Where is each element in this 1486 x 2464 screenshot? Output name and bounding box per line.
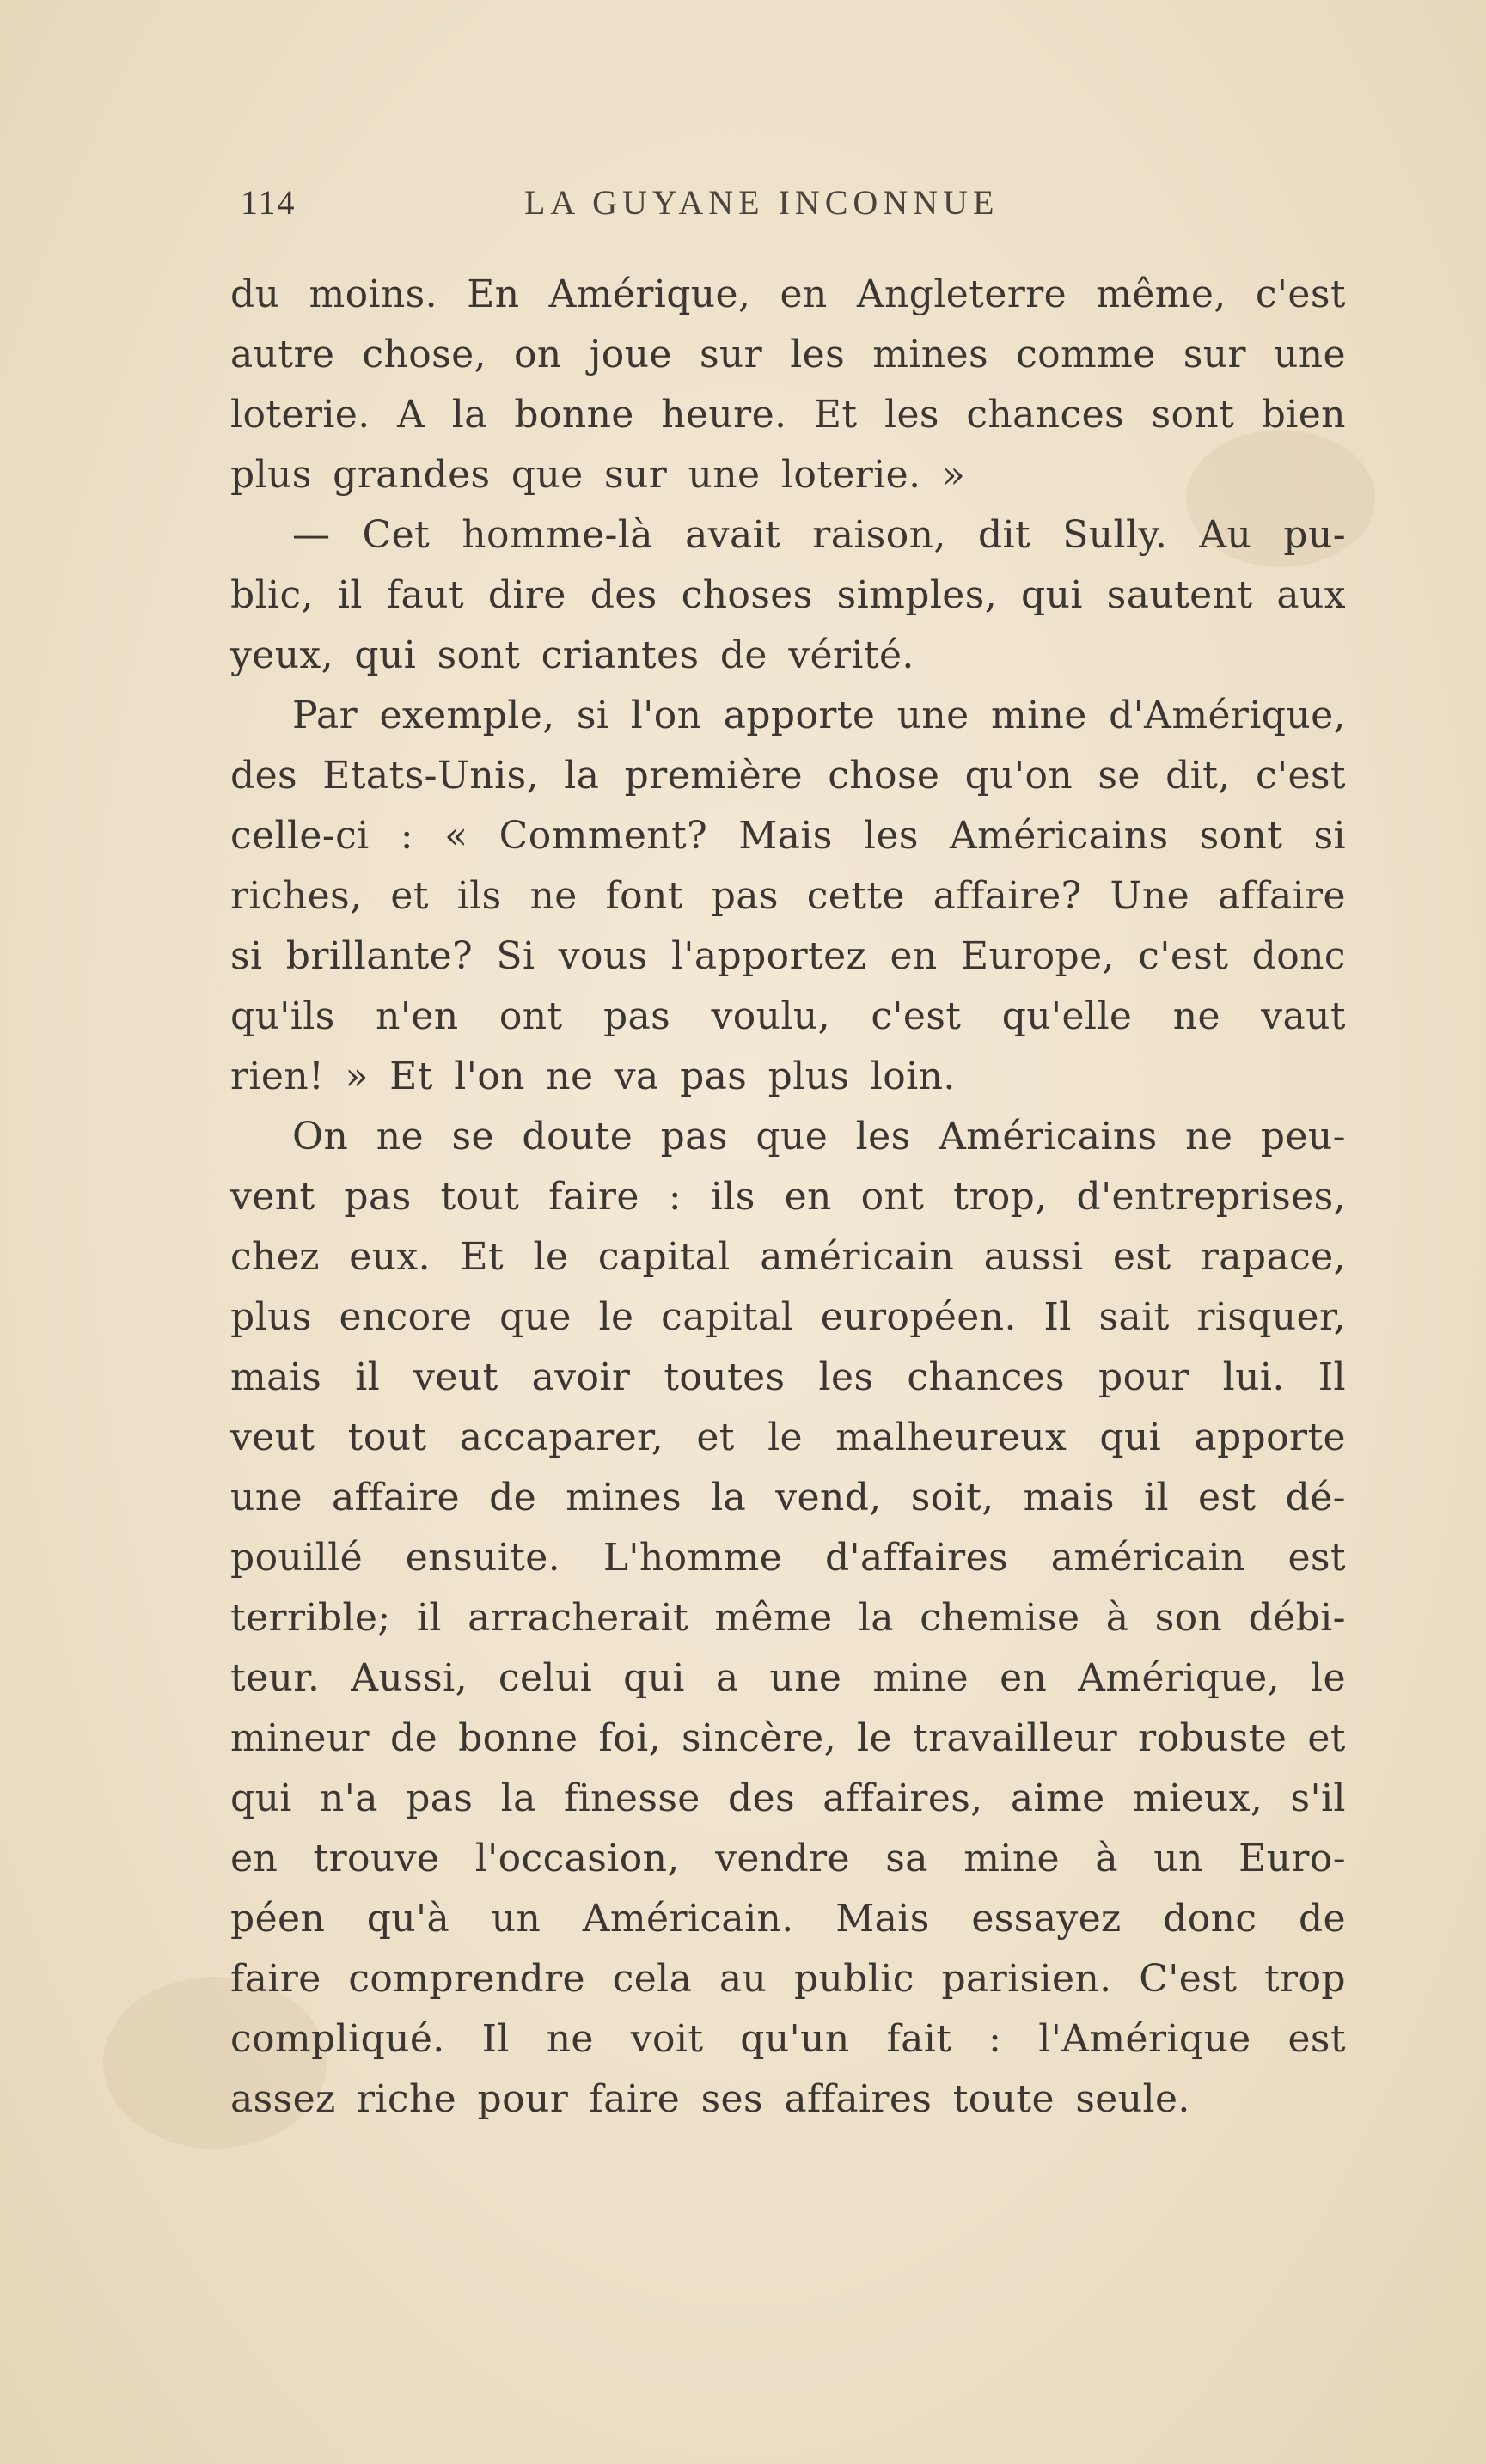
text-line: On ne se doute pas que les Américains ne peu- [292, 1115, 1346, 1159]
text-line: des Etats-Unis, la première chose qu'on se dit, c'est [230, 754, 1346, 798]
text-line: blic, il faut dire des choses simples, qui sautent aux [230, 573, 1346, 617]
text-line: celle-ci : « Comment? Mais les Américains sont si [230, 814, 1346, 858]
text-line: teur. Aussi, celui qui a une mine en Amérique, le [230, 1656, 1346, 1700]
text-line: yeux, qui sont criantes de vérité. [230, 633, 914, 677]
text-line: mineur de bonne foi, sincère, le travailleur robuste et [230, 1716, 1346, 1760]
text-line: plus grandes que sur une loterie. » [230, 453, 966, 497]
text-line: si brillante? Si vous l'apportez en Europe, c'est donc [230, 934, 1346, 978]
text-line: une affaire de mines la vend, soit, mais il est dé- [230, 1476, 1346, 1519]
text-line: qui n'a pas la finesse des affaires, aime mieux, s'il [230, 1776, 1346, 1820]
text-line: riches, et ils ne font pas cette affaire? Une affaire [230, 874, 1346, 918]
text-line: qu'ils n'en ont pas voulu, c'est qu'elle ne vaut [230, 994, 1346, 1038]
text-line: faire comprendre cela au public parisien. C'est trop [230, 1957, 1346, 2001]
running-title: LA GUYANE INCONNUE [524, 183, 1000, 222]
text-line: mais il veut avoir toutes les chances pour lui. Il [230, 1355, 1346, 1399]
text-line: Par exemple, si l'on apporte une mine d'Amérique, [292, 694, 1346, 737]
text-line: compliqué. Il ne voit qu'un fait : l'Amérique est [230, 2017, 1346, 2061]
text-line: en trouve l'occasion, vendre sa mine à un Euro- [230, 1837, 1346, 1880]
text-line: du moins. En Amérique, en Angleterre même, c'est [230, 272, 1346, 316]
text-line: terrible; il arracherait même la chemise à son débi- [230, 1596, 1346, 1640]
body-text [230, 265, 1346, 2130]
text-line: vent pas tout faire : ils en ont trop, d'entreprises, [230, 1175, 1346, 1219]
text-line: veut tout accaparer, et le malheureux qui apporte [230, 1415, 1346, 1459]
text-line: rien! » Et l'on ne va pas plus loin. [230, 1055, 956, 1098]
running-head [241, 182, 1349, 234]
text-line: loterie. A la bonne heure. Et les chances sont bien [230, 393, 1346, 437]
text-line: autre chose, on joue sur les mines comme sur une [230, 333, 1346, 376]
text-line: chez eux. Et le capital américain aussi est rapace, [230, 1235, 1346, 1279]
page-number: 114 [241, 183, 297, 222]
text-line: assez riche pour faire ses affaires toute seule. [230, 2077, 1190, 2121]
text-line: — Cet homme-là avait raison, dit Sully. Au pu- [292, 513, 1346, 557]
text-line: péen qu'à un Américain. Mais essayez donc de [230, 1897, 1346, 1941]
text-line: plus encore que le capital européen. Il sait risquer, [230, 1295, 1346, 1339]
text-line: pouillé ensuite. L'homme d'affaires américain est [230, 1536, 1346, 1580]
